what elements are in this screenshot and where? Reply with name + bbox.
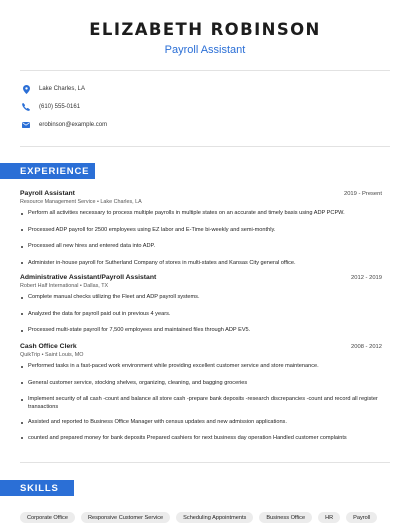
location-text: Lake Charles, LA [39, 86, 86, 92]
contact-location [22, 85, 107, 93]
location-pin-icon [22, 85, 30, 93]
skill-chip: Payroll [346, 512, 377, 523]
bullet-item: Processed ADP payroll for 2500 employees using EZ labor and E-Time bi-weekly and semi-monthly. [20, 227, 382, 235]
bullet-item: Implement security of all cash -count and balance all store cash -prepare bank deposits -research discrepancies -count and record all register transactions [20, 396, 382, 411]
bullet-item: counted and prepared money for bank deposits Prepared cashiers for next business day operation Handled customer complaints [20, 435, 382, 443]
contact-email [22, 121, 107, 129]
job-dates: 2012 - 2019 [351, 275, 382, 281]
skill-chip: HR [318, 512, 340, 523]
bullet-item: Processed multi-state payroll for 7,500 employees and maintained files through ADP EV5. [20, 327, 382, 335]
bullet-item: Perform all activities necessary to process multiple payrolls in multiple states on an accurate and timely basis using ADP PCPW. [20, 210, 382, 218]
phone-text: (610) 555-0161 [39, 104, 81, 110]
contact-phone [22, 103, 107, 111]
experience-divider [20, 462, 390, 463]
candidate-name: ELIZABETH ROBINSON [89, 20, 321, 39]
bullet-item: Performed tasks in a fast-paced work environment while providing excellent customer service and store maintenance. [20, 363, 382, 371]
skill-chip: Corporate Office [20, 512, 75, 523]
job-company: Resource Management Service • Lake Charles, LA [20, 199, 142, 205]
job-title-heading: Payroll Assistant [164, 44, 246, 56]
experience-heading: EXPERIENCE [0, 163, 95, 179]
resume-header [0, 0, 410, 57]
email-link[interactable]: erobinson@example.com [39, 122, 108, 128]
bullet-item: Assisted and reported to Business Office Manager with census updates and new admission applications. [20, 419, 382, 427]
skill-chip: Scheduling Appointments [176, 512, 253, 523]
job-bullets [20, 363, 382, 442]
experience-entry [20, 343, 382, 442]
experience-entry [20, 274, 382, 335]
bullet-item: Processed all new hires and entered data into ADP. [20, 243, 382, 251]
experience-entry [20, 190, 382, 267]
job-company: QuikTrip • Saint Louis, MO [20, 352, 84, 358]
job-bullets [20, 210, 382, 267]
phone-icon [22, 103, 30, 111]
skills-list [20, 512, 377, 523]
skill-chip: Responsive Customer Service [81, 512, 170, 523]
job-position: Cash Office Clerk [20, 343, 77, 350]
contact-block [22, 85, 107, 129]
job-company: Robert Half International • Dallas, TX [20, 283, 109, 289]
job-dates: 2019 - Present [343, 191, 382, 197]
bullet-item: Administer in-house payroll for Sutherland Company of stores in multi-states and Kansas City general office. [20, 260, 382, 268]
skill-chip: Business Office [259, 512, 312, 523]
bullet-item: Analyzed the data for payroll paid out in previous 4 years. [20, 311, 382, 319]
job-dates: 2008 - 2012 [351, 344, 382, 350]
skills-heading: SKILLS [0, 480, 74, 496]
header-divider [20, 70, 390, 71]
job-position: Payroll Assistant [20, 190, 75, 197]
mail-icon [22, 121, 30, 129]
job-position: Administrative Assistant/Payroll Assistant [20, 274, 157, 281]
job-bullets [20, 294, 382, 335]
contact-divider [20, 146, 390, 147]
bullet-item: Complete manual checks utilizing the Fleet and ADP payroll systems. [20, 294, 382, 302]
bullet-item: General customer service, stocking shelves, organizing, cleaning, and bagging groceries [20, 380, 382, 388]
